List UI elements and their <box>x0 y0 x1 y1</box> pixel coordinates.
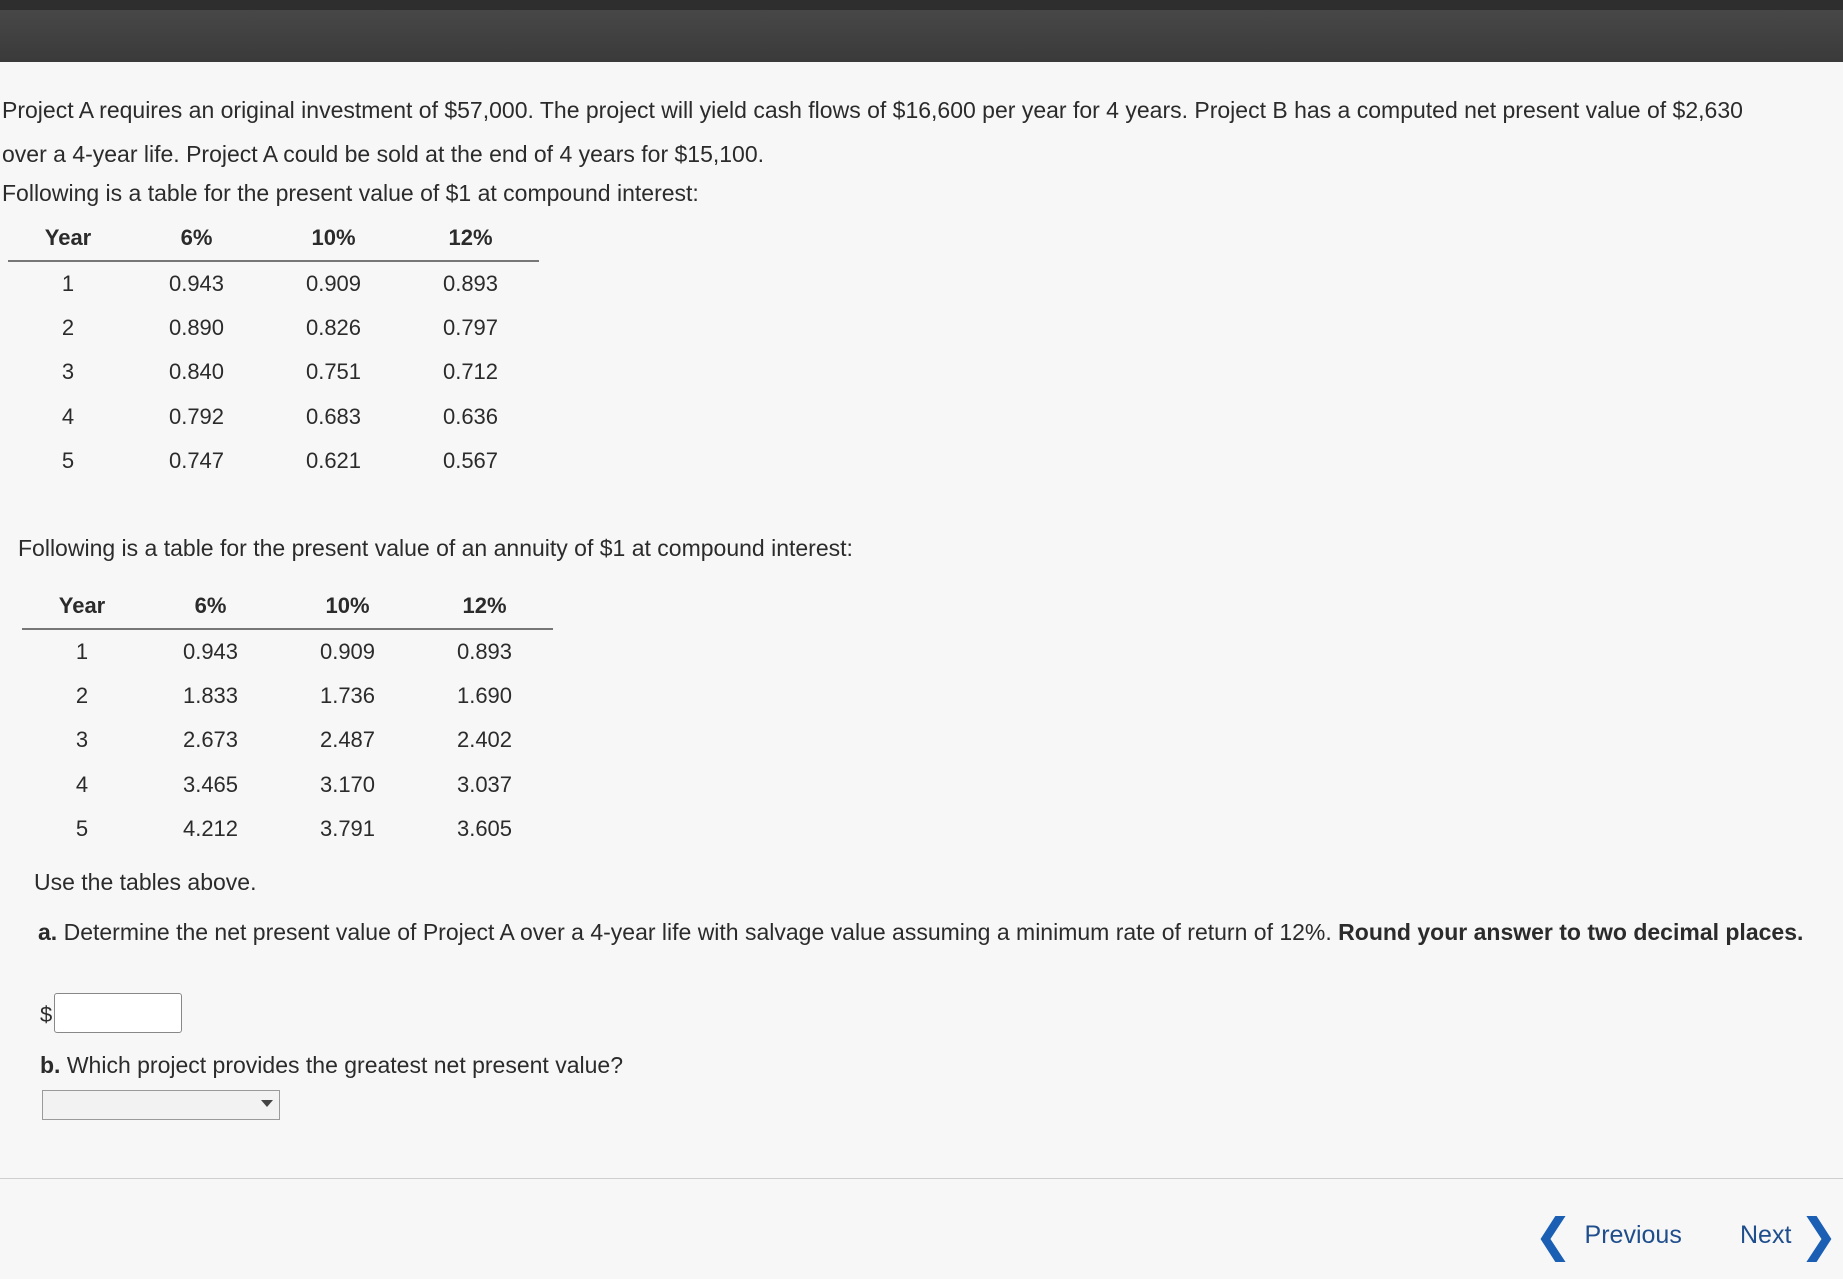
chevron-right-icon: ❯ <box>1799 1209 1838 1261</box>
problem-intro: Project A requires an original investment of $57,000. The project will yield cash flows of $16,600 per year for 4 years. Project B has a computed net present value of $2,630 over a 4-year life. Project A could be sold at the end of 4 years for $15,100. <box>2 97 1743 167</box>
annuity-table-header-row <box>22 583 553 629</box>
annuity-header-10: 10% <box>279 583 416 629</box>
npv-answer-input[interactable] <box>54 993 182 1033</box>
pv-table <box>8 215 539 484</box>
previous-label: Previous <box>1584 1220 1682 1249</box>
annuity-header-year: Year <box>22 583 142 629</box>
table-cell: 0.840 <box>168 359 225 385</box>
footer-divider <box>0 1178 1843 1179</box>
table-cell: 0.943 <box>182 638 239 664</box>
chevron-left-icon: ❮ <box>1534 1209 1573 1261</box>
table-cell: 0.826 <box>305 314 362 340</box>
annuity-header-12: 12% <box>416 583 553 629</box>
question-b <box>40 1043 1830 1087</box>
table-cell: 1.736 <box>319 682 376 708</box>
table-cell: 1 <box>75 638 89 664</box>
table-row <box>22 763 553 808</box>
question-a-instruction: Round your answer to two decimal places. <box>1338 919 1804 945</box>
question-b-text: Which project provides the greatest net present value? <box>66 1052 623 1078</box>
table-cell: 4 <box>75 771 89 797</box>
table-cell: 3.791 <box>319 816 376 842</box>
project-select-dropdown[interactable] <box>42 1090 280 1120</box>
table-cell: 2 <box>61 314 75 340</box>
table-cell: 1.690 <box>456 682 513 708</box>
question-a-label: a. <box>38 919 58 945</box>
use-tables-note: Use the tables above. <box>34 869 257 895</box>
table-row <box>22 629 553 674</box>
pv-header-6: 6% <box>128 215 265 261</box>
pv-header-12: 12% <box>402 215 539 261</box>
table-cell: 1.833 <box>182 682 239 708</box>
table-cell: 3 <box>61 359 75 385</box>
table-cell: 0.909 <box>319 638 376 664</box>
question-a <box>38 910 1818 954</box>
pv-table-header-row <box>8 215 539 261</box>
table-cell: 1 <box>61 270 75 296</box>
table-cell: 3.605 <box>456 816 513 842</box>
table-row <box>22 718 553 763</box>
table-row <box>8 395 539 440</box>
table-cell: 0.567 <box>442 448 499 474</box>
annuity-table <box>22 583 553 852</box>
question-b-label: b. <box>40 1052 61 1078</box>
pv-header-year: Year <box>8 215 128 261</box>
table-cell: 0.751 <box>305 359 362 385</box>
table-cell: 0.636 <box>442 403 499 429</box>
table-cell: 0.893 <box>442 270 499 296</box>
table-cell: 2.487 <box>319 727 376 753</box>
previous-button[interactable] <box>1534 1209 1682 1261</box>
table-cell: 4 <box>61 403 75 429</box>
table-row <box>8 439 539 484</box>
next-label: Next <box>1740 1220 1792 1249</box>
table-cell: 0.943 <box>168 270 225 296</box>
table-cell: 0.893 <box>456 638 513 664</box>
table-cell: 3.465 <box>182 771 239 797</box>
pv-table-caption: Following is a table for the present value of $1 at compound interest: <box>2 180 699 206</box>
top-toolbar <box>0 0 1843 62</box>
pv-header-10: 10% <box>265 215 402 261</box>
table-cell: 0.909 <box>305 270 362 296</box>
annuity-table-caption: Following is a table for the present value of an annuity of $1 at compound interest: <box>18 535 853 561</box>
table-row <box>8 306 539 351</box>
table-cell: 2 <box>75 682 89 708</box>
table-cell: 0.797 <box>442 314 499 340</box>
table-cell: 0.792 <box>168 403 225 429</box>
table-row <box>22 674 553 719</box>
table-cell: 0.683 <box>305 403 362 429</box>
table-cell: 4.212 <box>182 816 239 842</box>
table-cell: 2.673 <box>182 727 239 753</box>
table-cell: 2.402 <box>456 727 513 753</box>
table-cell: 5 <box>61 448 75 474</box>
next-button[interactable] <box>1740 1209 1838 1261</box>
table-cell: 0.890 <box>168 314 225 340</box>
table-cell: 0.747 <box>168 448 225 474</box>
annuity-header-6: 6% <box>142 583 279 629</box>
currency-symbol: $ <box>40 1002 53 1027</box>
top-strip <box>0 0 1843 10</box>
question-a-text: Determine the net present value of Project A over a 4-year life with salvage value assuming a minimum rate of return of 12%. <box>63 919 1332 945</box>
table-cell: 3.170 <box>319 771 376 797</box>
chevron-down-icon <box>261 1100 273 1107</box>
table-row <box>22 807 553 852</box>
table-cell: 3.037 <box>456 771 513 797</box>
table-row <box>8 350 539 395</box>
table-cell: 3 <box>75 727 89 753</box>
table-cell: 5 <box>75 816 89 842</box>
table-row <box>8 261 539 306</box>
table-cell: 0.712 <box>442 359 499 385</box>
table-cell: 0.621 <box>305 448 362 474</box>
